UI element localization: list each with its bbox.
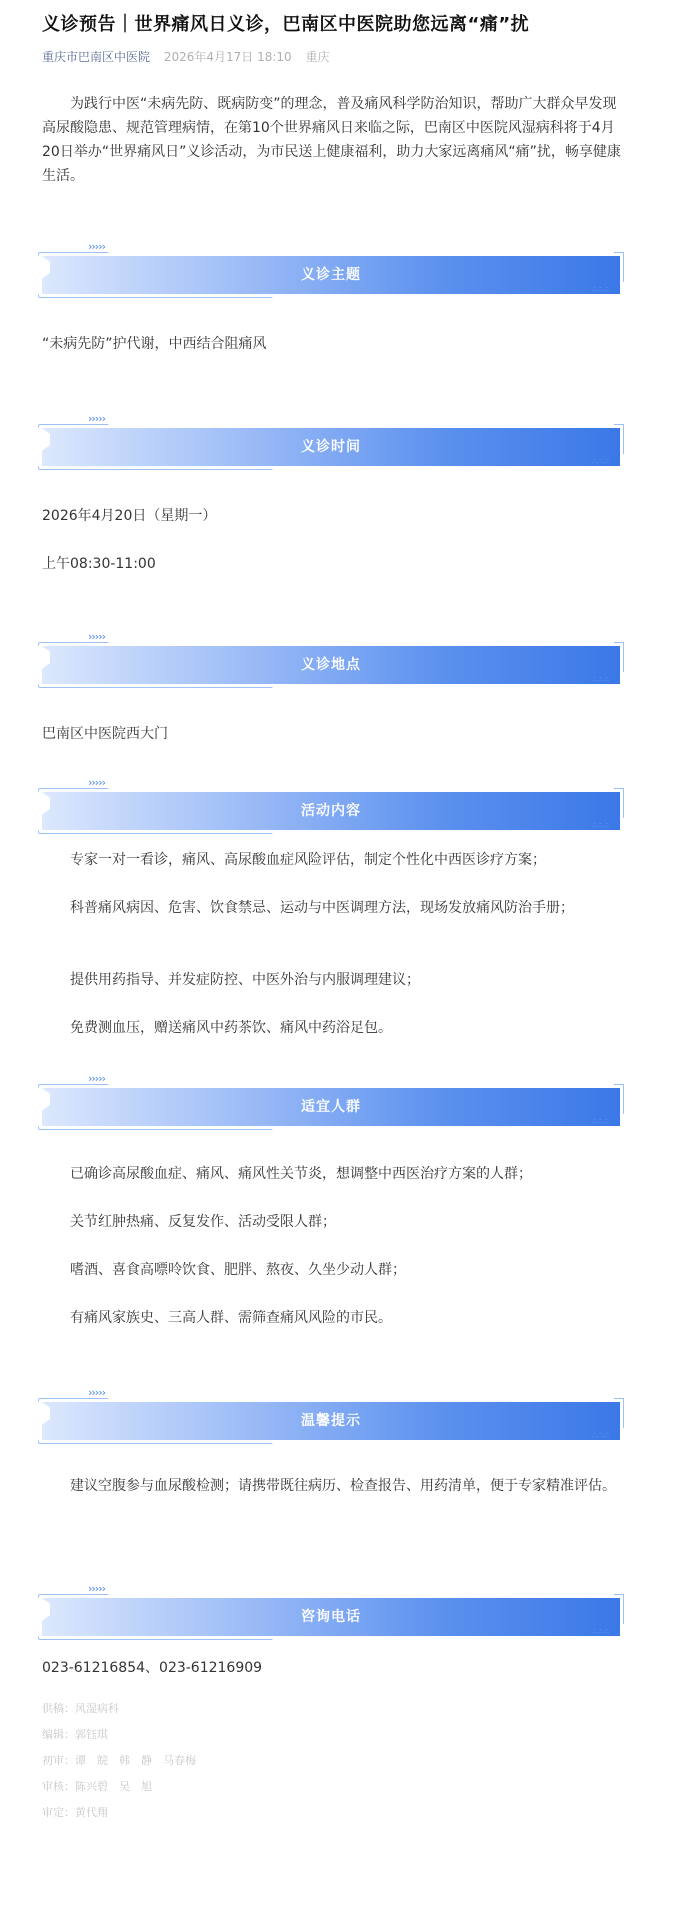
content-item: 科普痛风病因、危害、饮食禁忌、运动与中医调理方法，现场发放痛风防治手册； <box>70 900 574 916</box>
intro-paragraph: 为践行中医“未病先防、既病防变”的理念，普及痛风科学防治知识，帮助广大群众早发现高尿酸隐患、规范管理病情，在第10个世界痛风日来临之际，巴南区中医院风湿病科将于4月20日举办“世界痛风日”义诊活动，为市民送上健康福利，助力大家远离痛风“痛”扰，畅享健康生活。 <box>42 96 621 184</box>
section-heading: 适宜人群 <box>301 1099 361 1115</box>
section-heading: 义诊地点 <box>301 657 361 673</box>
publish-location: 重庆 <box>305 50 330 64</box>
content-item: 专家一对一看诊，痛风、高尿酸血症风险评估，制定个性化中西医诊疗方案； <box>70 852 546 868</box>
chevrons-icon: ››››› <box>88 240 105 253</box>
credit-line: 供稿：风湿病科 <box>42 1702 119 1715</box>
chevrons-icon: ››››› <box>88 412 105 425</box>
audience-item: 有痛风家族史、三高人群、需筛查痛风风险的市民。 <box>70 1310 392 1326</box>
section-banner-phone <box>42 1582 620 1644</box>
section-heading: 温馨提示 <box>301 1413 361 1429</box>
dots-icon: ∴∴∴ <box>591 285 610 294</box>
content-item: 提供用药指导、并发症防控、中医外治与内服调理建议； <box>70 972 420 988</box>
dots-icon: ∴∴∴ <box>591 821 610 830</box>
time-date: 2026年4月20日（星期一） <box>42 508 217 524</box>
dots-icon: ∴∴∴ <box>591 1431 610 1440</box>
section-heading: 咨询电话 <box>301 1609 361 1625</box>
time-hours: 上午08:30-11:00 <box>42 556 156 572</box>
chevrons-icon: ››››› <box>88 1386 105 1399</box>
audience-item: 嗜酒、喜食高嘌呤饮食、肥胖、熬夜、久坐少动人群； <box>70 1262 406 1278</box>
theme-text: “未病先防”护代谢，中西结合阻痛风 <box>42 336 267 352</box>
section-banner-content <box>42 776 620 838</box>
content-item: 免费测血压，赠送痛风中药茶饮、痛风中药浴足包。 <box>70 1020 392 1036</box>
article-meta <box>42 48 340 65</box>
section-banner-theme <box>42 240 620 302</box>
tips-text: 建议空腹参与血尿酸检测；请携带既往病历、检查报告、用药清单，便于专家精准评估。 <box>70 1478 616 1494</box>
section-heading: 义诊主题 <box>301 267 361 283</box>
section-banner-time <box>42 412 620 474</box>
audience-item: 已确诊高尿酸血症、痛风、痛风性关节炎，想调整中西医治疗方案的人群； <box>70 1166 532 1182</box>
credit-line: 初审：谭 皖 韩 静 马春梅 <box>42 1754 196 1767</box>
section-banner-tips <box>42 1386 620 1448</box>
dots-icon: ∴∴∴ <box>591 675 610 684</box>
credit-line: 审定：黄代翔 <box>42 1806 108 1819</box>
section-banner-place <box>42 630 620 692</box>
place-text: 巴南区中医院西大门 <box>42 726 168 742</box>
phone-numbers[interactable]: 023-61216854、023-61216909 <box>42 1660 263 1676</box>
chevrons-icon: ››››› <box>88 776 105 789</box>
source-link[interactable]: 重庆市巴南区中医院 <box>42 50 151 64</box>
credit-line: 编辑：郭钰琪 <box>42 1728 108 1741</box>
chevrons-icon: ››››› <box>88 630 105 643</box>
credit-line: 审核：陈兴碧 吴 旭 <box>42 1780 152 1793</box>
section-heading: 义诊时间 <box>301 439 361 455</box>
section-heading: 活动内容 <box>301 803 361 819</box>
dots-icon: ∴∴∴ <box>591 1627 610 1636</box>
dots-icon: ∴∴∴ <box>591 457 610 466</box>
credits-block <box>42 1696 196 1826</box>
article-title: 义诊预告｜世界痛风日义诊，巴南区中医院助您远离“痛”扰 <box>42 14 530 35</box>
section-banner-audience <box>42 1072 620 1134</box>
chevrons-icon: ››››› <box>88 1582 105 1595</box>
dots-icon: ∴∴∴ <box>591 1117 610 1126</box>
audience-item: 关节红肿热痛、反复发作、活动受限人群； <box>70 1214 336 1230</box>
chevrons-icon: ››››› <box>88 1072 105 1085</box>
publish-datetime: 2026年4月17日 18:10 <box>163 50 292 64</box>
